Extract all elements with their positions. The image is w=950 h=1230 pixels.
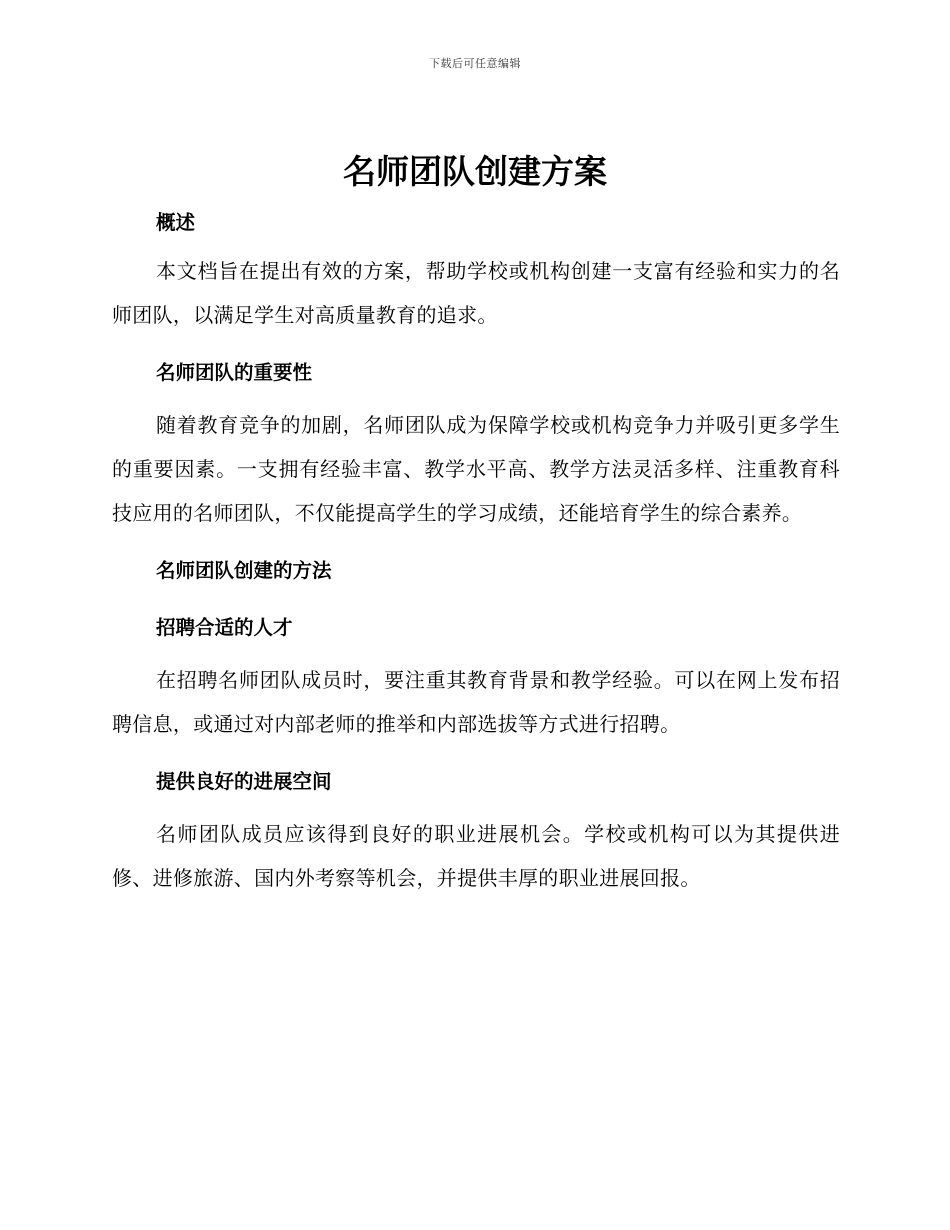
section-heading-importance: 名师团队的重要性: [156, 361, 313, 384]
paragraph-importance: 随着教育竞争的加剧，名师团队成为保障学校或机构竞争力并吸引更多学生的重要因素。一支拥有经验丰富、教学水平高、教学方法灵活多样、注重教育科技应用的名师团队，不仅能提高学生的学习成绩，还能培育学生的综合素养。: [112, 413, 840, 525]
document-title: 名师团队创建方案: [343, 152, 607, 191]
subsection-heading-growth: 提供良好的进展空间: [156, 770, 332, 793]
header-note: 下载后可任意编辑: [429, 57, 521, 70]
paragraph-growth: 名师团队成员应该得到良好的职业进展机会。学校或机构可以为其提供进修、进修旅游、国内外考察等机会，并提供丰厚的职业进展回报。: [112, 822, 840, 890]
subsection-heading-recruit: 招聘合适的人才: [156, 616, 293, 639]
document-body: [112, 202, 840, 900]
paragraph-overview: 本文档旨在提出有效的方案，帮助学校或机构创建一支富有经验和实力的名师团队，以满足学生对高质量教育的追求。: [112, 259, 840, 327]
section-heading-overview: 概述: [156, 211, 196, 234]
section-heading-methods: 名师团队创建的方法: [156, 559, 332, 582]
paragraph-recruit: 在招聘名师团队成员时，要注重其教育背景和教学经验。可以在网上发布招聘信息，或通过对内部老师的推举和内部选拔等方式进行招聘。: [112, 668, 840, 736]
